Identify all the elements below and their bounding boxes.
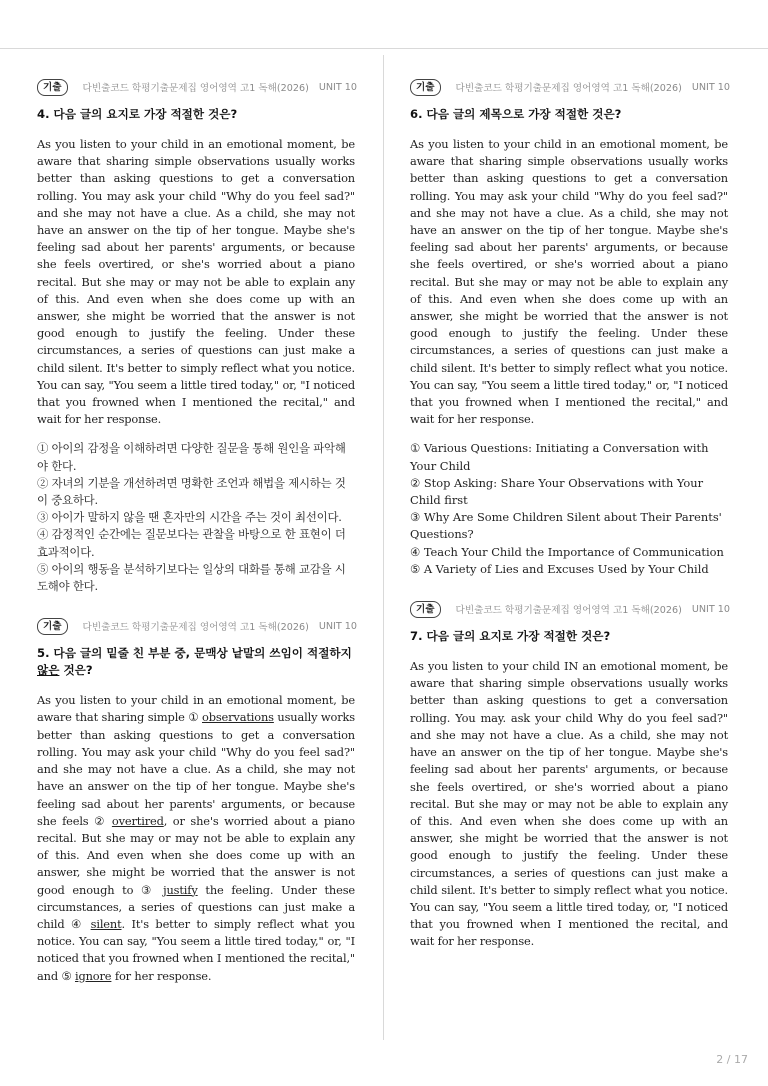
left-column [37, 78, 355, 999]
source-line [410, 78, 728, 96]
choice-1[interactable]: ① 아이의 감정을 이해하려면 다양한 질문을 통해 원인을 파악해야 한다. [37, 441, 346, 473]
source-title: 다빈출코드 학평기출문제집 영어영역 고1 독해(2026) [82, 622, 309, 634]
passage: As you listen to your child IN an emotional moment, be aware that sharing simple observations usually works better than asking questions to get a conversation rolling. You may. ask your child Why do you feel sad?" and she may not have a clue. As a child, she may not have an answer on the tip of her tongue. Maybe she's feeling sad about her parents' arguments, or because she feels overtired, or she's worried about a piano recital. But she may or may not be able to explain any of this. And even when she does come up with an answer, she might be worried that the answer is not good enough to justify the feeling. Under these circumstances, a series of questions can just make a child silent. It's better to simply reflect what you notice. You can say, "You seem a little tired today, or, "I noticed that you frowned when I mentioned the recital, and wait for her response. [410, 659, 728, 949]
choice-4[interactable]: ④ 감정적인 순간에는 질문보다는 관찰을 바탕으로 한 표현이 더 효과적이다. [37, 527, 346, 559]
answer-choices [37, 440, 355, 595]
source-line [410, 600, 728, 618]
unit-label: UNIT 10 [318, 620, 357, 632]
title-end: 것은? [59, 663, 93, 678]
passage-part: usually works better than asking questions to get a conversation rolling. You may ask your child "Why do you feel sad?" and she may not have a clue. As a child, she may not have an answer on the tip of her tongue. Maybe she's feeling sad about her parents' arguments, or because she feels ② [37, 710, 355, 828]
source-line [37, 617, 355, 635]
choice-3[interactable]: ③ 아이가 말하지 않을 땐 혼자만의 시간을 주는 것이 최선이다. [37, 510, 342, 525]
passage-part: , or she's worried about a piano recital. But she may or may not be able to explain any of this. And even when she does come up with an answer, she might be worried that the answer is not good enough to ③ [37, 813, 355, 897]
question-4 [37, 78, 355, 595]
question-title: 6. 다음 글의 제목으로 가장 적절한 것은? [410, 107, 622, 121]
column-divider [383, 55, 384, 1040]
question-5 [37, 617, 355, 984]
underlined-word-5: ignore [74, 968, 112, 983]
top-rule [0, 48, 768, 49]
choice-5[interactable]: ⑤ A Variety of Lies and Excuses Used by Your Child [410, 561, 709, 576]
choice-2[interactable]: ② Stop Asking: Share Your Observations with Your Child first [410, 475, 704, 508]
choice-4[interactable]: ④ Teach Your Child the Importance of Communication [410, 544, 724, 559]
choice-5[interactable]: ⑤ 아이의 행동을 분석하기보다는 일상의 대화를 통해 교감을 시도해야 한다. [37, 561, 346, 594]
question-title: 7. 다음 글의 요지로 가장 적절한 것은? [410, 629, 611, 644]
choice-2[interactable]: ② 자녀의 기분을 개선하려면 명확한 조언과 해법을 제시하는 것이 중요하다. [37, 475, 346, 508]
source-title: 다빈출코드 학평기출문제집 영어영역 고1 독해(2026) [82, 83, 309, 94]
passage [37, 692, 355, 984]
passage-part: for her response. [111, 968, 212, 983]
title-main: 5. 다음 글의 밑줄 친 부분 중, 문맥상 낱말의 쓰임이 적절하지 [37, 646, 352, 661]
unit-label: UNIT 10 [318, 81, 357, 93]
title-underlined: 않은 [37, 663, 60, 678]
source-line [37, 78, 355, 96]
source-title: 다빈출코드 학평기출문제집 영어영역 고1 독해(2026) [455, 83, 682, 94]
choice-1[interactable]: ① Various Questions: Initiating a Conversation with Your Child [410, 441, 709, 473]
unit-label: UNIT 10 [691, 603, 730, 615]
passage-part: the feeling. Under these circumstances, a series of questions can just make a child ④ [37, 882, 355, 931]
underlined-word-3: justify [163, 882, 198, 897]
exam-tag: 기출 [410, 601, 441, 618]
passage-part: . It's better to simply reflect what you notice. You can say, "You seem a little tired today," or, "I noticed that you frowned when I mentioned the recital," and ⑤ [37, 916, 355, 983]
passage: As you listen to your child in an emotional moment, be aware that sharing simple observations usually works better than asking questions to get a conversation rolling. You may ask your child "Why do you feel sad?" and she may not have a clue. As a child, she may not have an answer on the tip of her tongue. Maybe she's feeling sad about her parents' arguments, or because she feels overtired, or she's worried about a piano recital. But she may or may not be able to explain any of this. And even when she does come up with an answer, she might be worried that the answer is not good enough to justify the feeling. Under these circumstances, a series of questions can just make a child silent. It's better to simply reflect what you notice. You can say, "You seem a little tired today," or, "I noticed that you frowned when I mentioned the recital," and wait for her response. [37, 137, 355, 427]
question-7 [410, 600, 728, 950]
exam-tag: 기출 [37, 79, 68, 96]
unit-label: UNIT 10 [691, 81, 730, 93]
underlined-word-4: silent [90, 916, 122, 931]
right-column [410, 78, 728, 965]
question-title [37, 645, 355, 679]
source-title: 다빈출코드 학평기출문제집 영어영역 고1 독해(2026) [455, 605, 682, 617]
answer-choices [410, 440, 728, 578]
passage: As you listen to your child in an emotional moment, be aware that sharing simple observations usually works better than asking questions to get a conversation rolling. You may ask your child "Why do you feel sad?" and she may not have a clue. As a child, she may not have an answer on the tip of her tongue. Maybe she's feeling sad about her parents' arguments, or because she feels overtired, or she's worried about a piano recital. But she may or may not be able to explain any of this. And even when she does come up with an answer, she might be worried that the answer is not good enough to justify the feeling. Under these circumstances, a series of questions can just make a child silent. It's better to simply reflect what you notice. You can say, "You seem a little tired today," or, "I noticed that you frowned when I mentioned the recital," and wait for her response. [410, 137, 728, 427]
exam-tag: 기출 [37, 618, 68, 635]
choice-3[interactable]: ③ Why Are Some Children Silent about Their Parents' Questions? [410, 510, 722, 542]
passage-part: As you listen to your child in an emotional moment, be aware that sharing simple ① [37, 693, 355, 725]
question-title: 4. 다음 글의 요지로 가장 적절한 것은? [37, 107, 238, 121]
page-number: 2 / 17 [716, 1053, 748, 1066]
underlined-word-2: overtired [111, 813, 164, 828]
question-6 [410, 78, 728, 578]
exam-tag: 기출 [410, 79, 441, 96]
underlined-word-1: observations [202, 710, 274, 725]
